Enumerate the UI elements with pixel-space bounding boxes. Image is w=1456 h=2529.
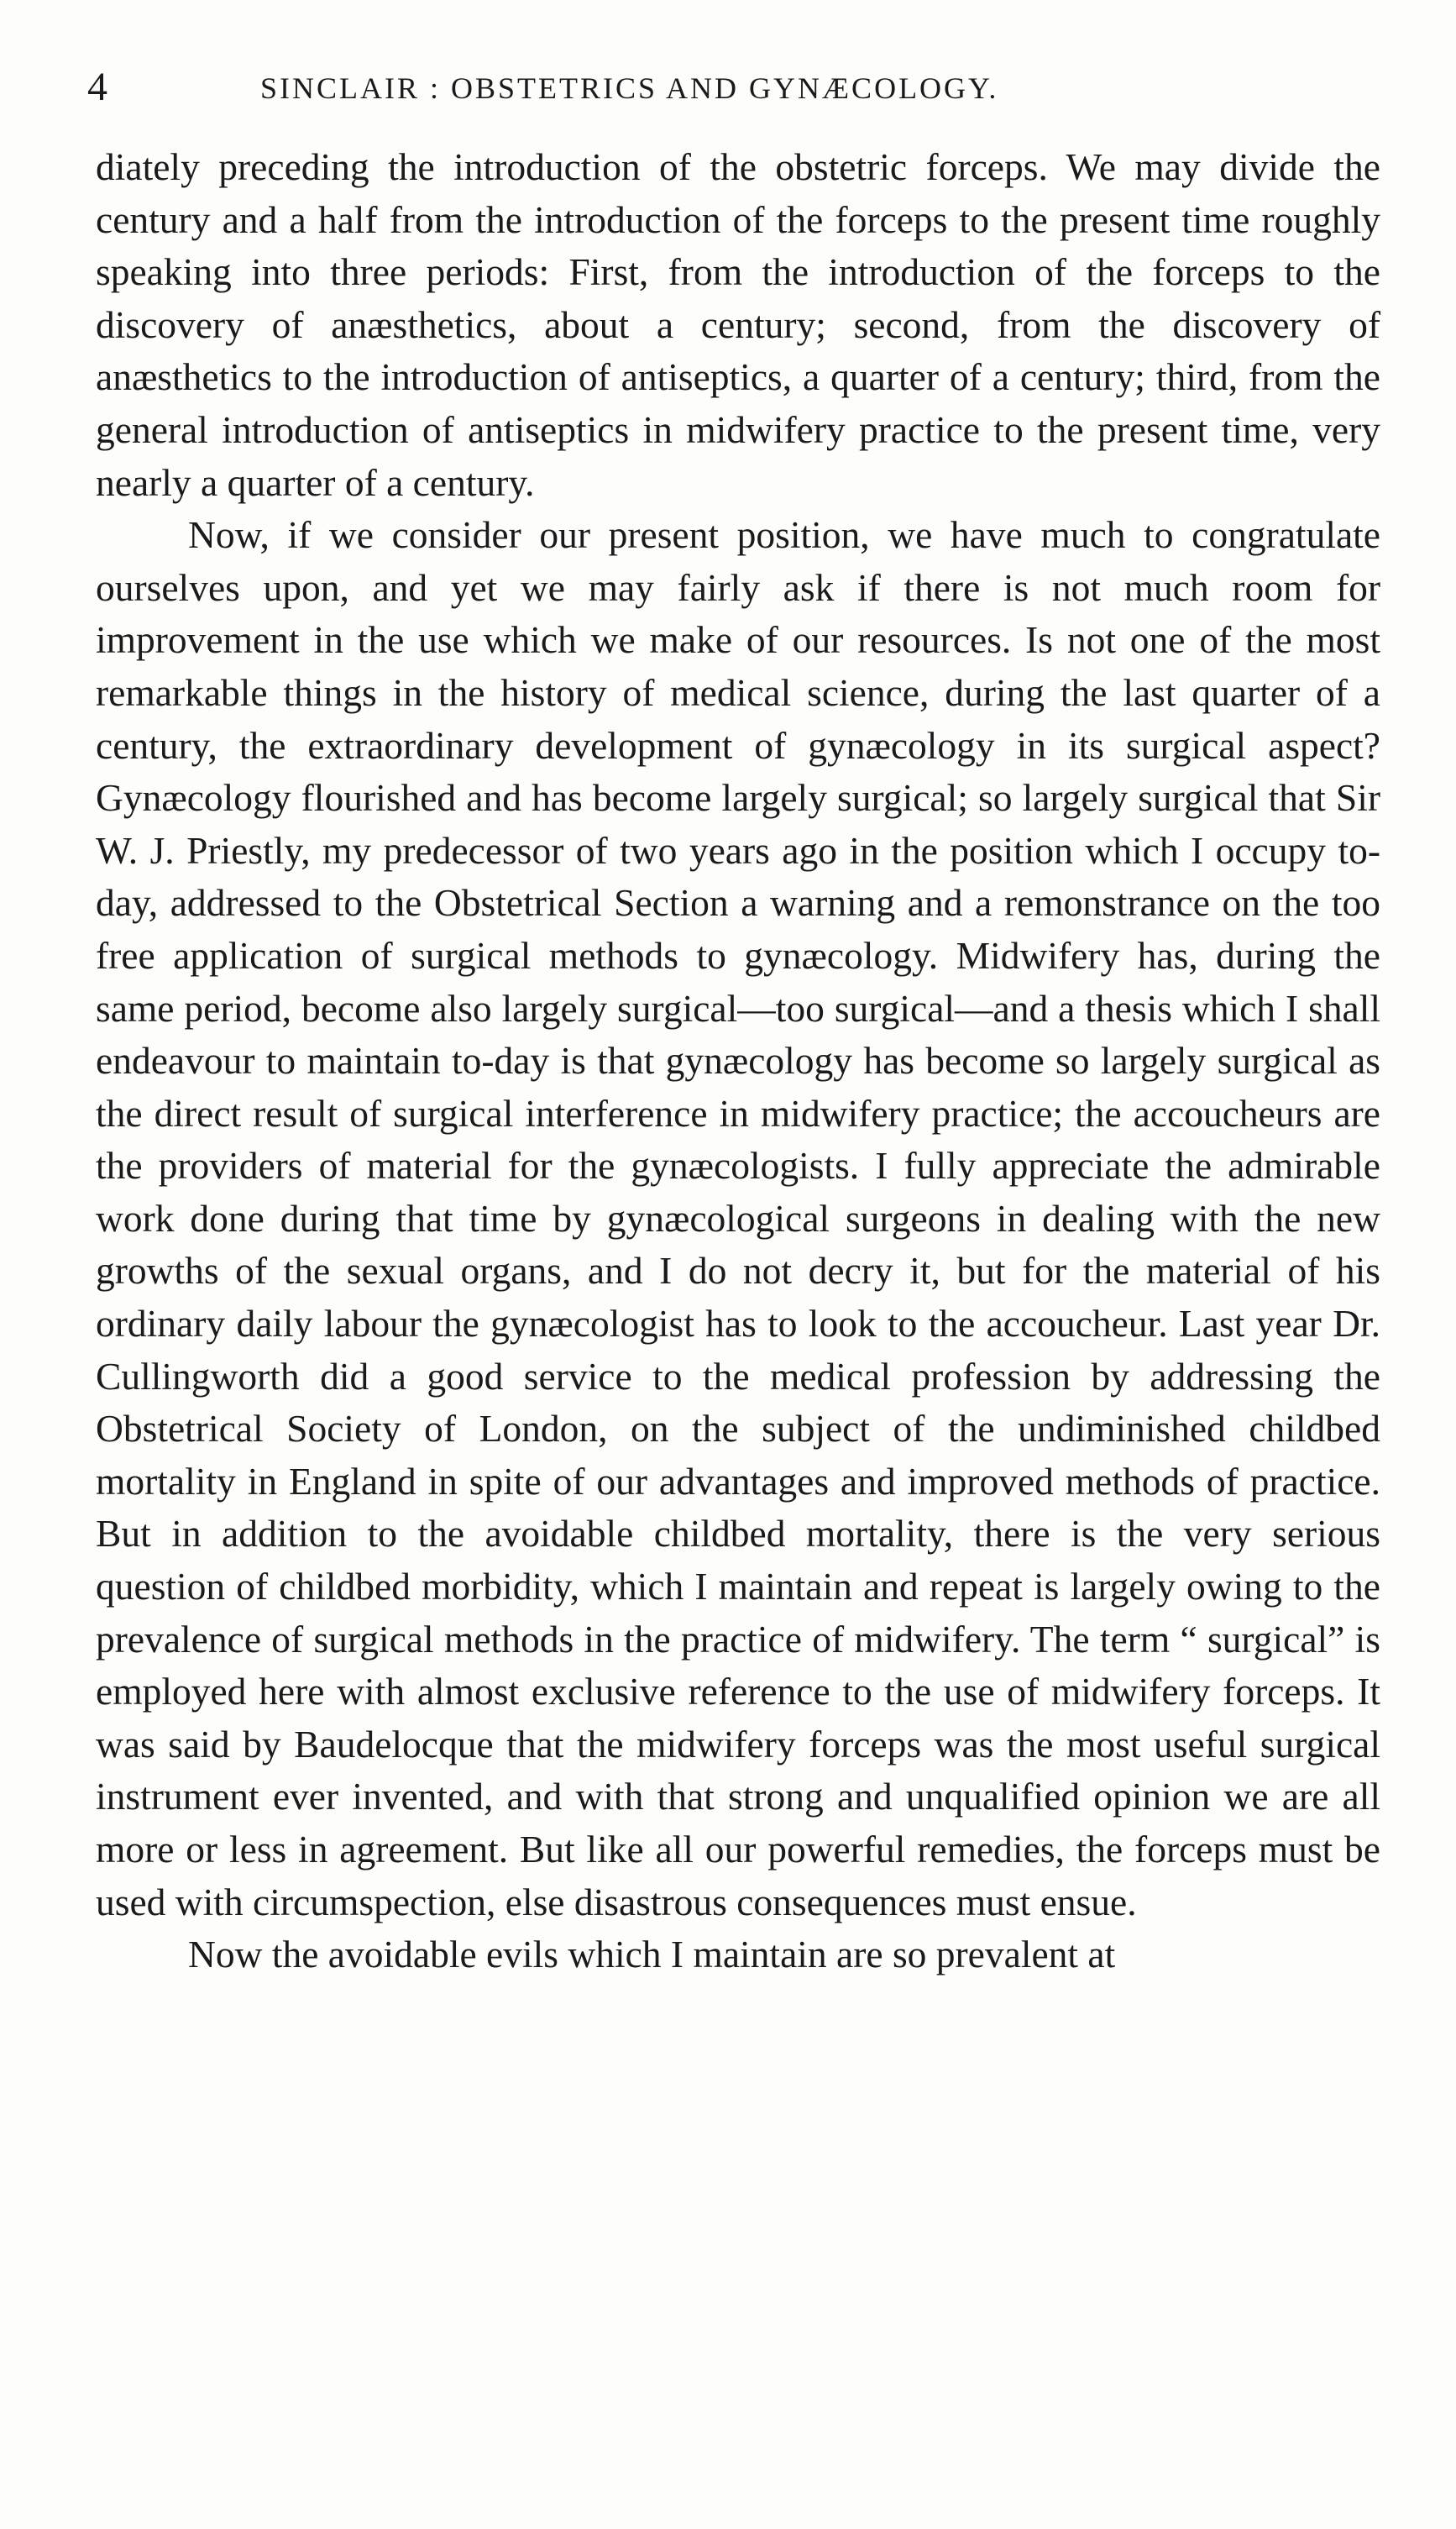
page-number: 4 [87, 65, 107, 109]
paragraph-avoidable-evils: Now the avoidable evils which I maintain are so prevalent at [188, 1933, 1116, 1976]
running-title: SINCLAIR : OBSTETRICS AND GYNÆCOLOGY. [260, 71, 999, 105]
body-text [96, 141, 1380, 1981]
paragraph-continuation: diately preceding the introduction of the obstetric forceps. We may divide the century and a half from the introduction of the forceps to the present time roughly speaking into three periods: First, from the introduction of the forceps to the discovery of anæsthetics, about a century; second, from the discovery of anæsthetics to the introduction of antiseptics, a quarter of a century; third, from the general introduction of antiseptics in midwifery practice to the present time, very nearly a quarter of a century. [96, 145, 1380, 504]
page-header [87, 62, 1380, 121]
paragraph-surgical-gynaecology: Now, if we consider our present position, we have much to congratulate ourselves upon, and yet we may fairly ask if there is not much room for improvement in the use which we make of our resources. Is not one of the most remarkable things in the history of medical science, during the last quarter of a century, the extraordinary development of gynæcology in its surgical aspect? Gynæcology flourished and has become largely surgical; so largely surgical that Sir W. J. Priestly, my predecessor of two years ago in the position which I occupy to-day, addressed to the Obstetrical Section a warning and a remonstrance on the too free application of surgical methods to gynæcology. Midwifery has, during the same period, become also largely surgical—too surgical—and a thesis which I shall endeavour to maintain to-day is that gynæcology has become so largely surgical as the direct result of surgical interference in midwifery practice; the accoucheurs are the providers of material for the gynæcologists. I fully appreciate the admirable work done during that time by gynæcological surgeons in dealing with the new growths of the sexual organs, and I do not decry it, but for the material of his ordinary daily labour the gynæcologist has to look to the accoucheur. Last year Dr. Cullingworth did a good service to the medical profession by addressing the Obstetrical Society of London, on the subject of the undiminished childbed mortality in England in spite of our advantages and improved methods of practice. But in addition to the avoidable childbed mortality, there is the very serious question of childbed morbidity, which I maintain and repeat is largely owing to the prevalence of surgical methods in the practice of midwifery. The term “ surgical” is employed here with almost exclusive reference to the use of midwifery forceps. It was said by Baudelocque that the midwifery forceps was the most useful surgical instrument ever invented, and with that strong and unqualified opinion we are all more or less in agreement. But like all our powerful remedies, the forceps must be used with circumspection, else disastrous consequences must ensue. [96, 513, 1380, 1923]
